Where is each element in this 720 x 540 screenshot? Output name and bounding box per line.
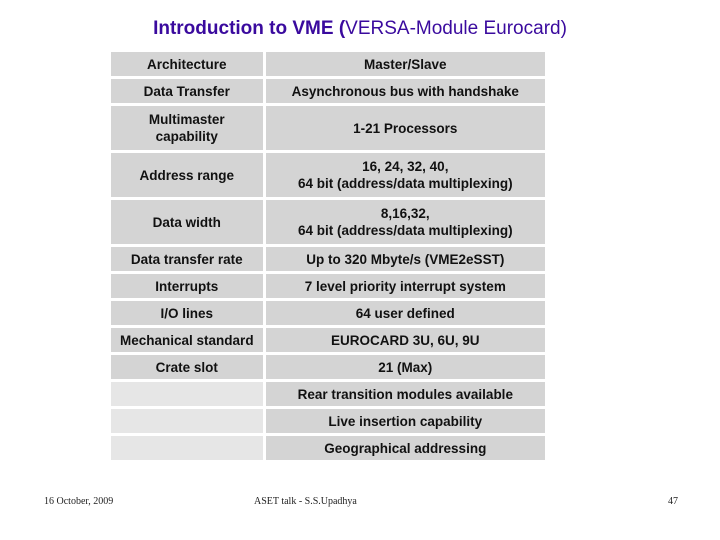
row-label-cell: Interrupts: [111, 274, 263, 298]
row-value-cell: Geographical addressing: [266, 436, 545, 460]
spec-table-body: [111, 52, 545, 460]
table-row: [111, 106, 545, 150]
row-value-cell: Master/Slave: [266, 52, 545, 76]
slide-title-regular: VERSA-Module Eurocard): [345, 18, 567, 39]
row-label-cell: Architecture: [111, 52, 263, 76]
table-row: [111, 79, 545, 103]
row-value-cell: Rear transition modules available: [266, 382, 545, 406]
table-row: [111, 409, 545, 433]
table-row: [111, 52, 545, 76]
table-row: [111, 355, 545, 379]
table-row: [111, 247, 545, 271]
row-label-cell: Crate slot: [111, 355, 263, 379]
table-row: [111, 153, 545, 197]
row-label-cell: [111, 382, 263, 406]
row-label-cell: Data width: [111, 200, 263, 244]
row-value-cell: Asynchronous bus with handshake: [266, 79, 545, 103]
row-label-cell: I/O lines: [111, 301, 263, 325]
table-row: [111, 200, 545, 244]
row-value-cell: Live insertion capability: [266, 409, 545, 433]
table-row: [111, 301, 545, 325]
row-label-cell: [111, 436, 263, 460]
row-label-cell: Mechanical standard: [111, 328, 263, 352]
row-value-cell: 21 (Max): [266, 355, 545, 379]
row-label-cell: Data transfer rate: [111, 247, 263, 271]
slide-title: [0, 18, 720, 40]
row-label-cell: Address range: [111, 153, 263, 197]
table-row: [111, 328, 545, 352]
row-value-cell: 7 level priority interrupt system: [266, 274, 545, 298]
slide-title-bold: Introduction to VME (: [153, 18, 346, 39]
row-value-cell: 8,16,32, 64 bit (address/data multiplexing): [266, 200, 545, 244]
row-label-cell: Data Transfer: [111, 79, 263, 103]
footer-date: 16 October, 2009: [44, 496, 114, 507]
vme-spec-table: [108, 49, 548, 463]
row-label-cell: Multimaster capability: [111, 106, 263, 150]
row-value-cell: 64 user defined: [266, 301, 545, 325]
footer-page-number: 47: [668, 496, 678, 507]
row-value-cell: Up to 320 Mbyte/s (VME2eSST): [266, 247, 545, 271]
footer-talk: ASET talk - S.S.Upadhya: [254, 496, 357, 507]
table-row: [111, 382, 545, 406]
row-value-cell: 1-21 Processors: [266, 106, 545, 150]
table-row: [111, 436, 545, 460]
table-row: [111, 274, 545, 298]
row-value-cell: 16, 24, 32, 40, 64 bit (address/data multiplexing): [266, 153, 545, 197]
row-label-cell: [111, 409, 263, 433]
row-value-cell: EUROCARD 3U, 6U, 9U: [266, 328, 545, 352]
